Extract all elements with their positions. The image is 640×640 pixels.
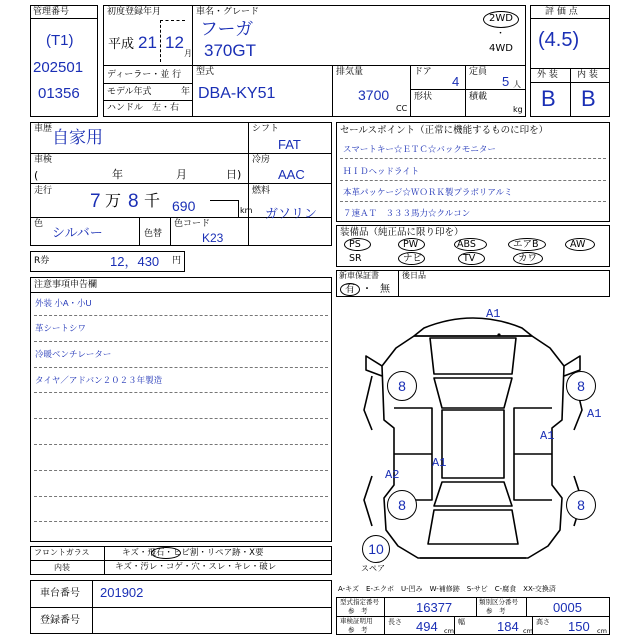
- interior-cond-text: キズ・汚レ・コゲ・穴・スレ・キレ・破レ: [115, 562, 277, 572]
- mileage-label: 走行: [34, 186, 53, 196]
- exterior-grade: B: [541, 86, 556, 111]
- interior-label: 内 装: [577, 70, 598, 80]
- tire-rear-right: 8: [566, 490, 596, 520]
- ac-value: AAC: [278, 167, 305, 182]
- recycle-unit: 円: [172, 256, 182, 266]
- car-name: フーガ: [200, 19, 254, 39]
- interior-grade: B: [581, 86, 596, 111]
- type-designation-label: 型式指定番号: [340, 598, 379, 606]
- usage-value: 自家用: [52, 128, 103, 147]
- note-rule-line: [34, 470, 328, 471]
- shift-value: FAT: [278, 137, 301, 152]
- length-label: 長さ: [388, 618, 402, 626]
- recycle-value: 12，430: [110, 254, 160, 269]
- cc-unit: CC: [396, 104, 408, 113]
- front-glass-text: キズ・飛石・ヒビ割・リペア跡・X要: [122, 548, 264, 558]
- tire-front-left: 8: [387, 371, 417, 401]
- reg-number-label: 登録番号: [40, 615, 80, 626]
- model-year-label: モデル年式: [107, 87, 152, 97]
- equip-ps: PS: [349, 239, 361, 250]
- ac-label: 冷房: [252, 155, 271, 165]
- class-label: 類別区分番号: [479, 598, 518, 606]
- dealer-label: ディーラー・並 行: [107, 70, 182, 80]
- warranty-no: 無: [380, 284, 390, 295]
- chassis-number: 201902: [100, 585, 144, 600]
- note-rule-line: [34, 315, 328, 316]
- equipment-label: 装備品（純正品に限り印を）: [340, 227, 464, 238]
- model-code: DBA-KY51: [198, 85, 276, 102]
- inspection-year: 年: [112, 168, 123, 181]
- width-label: 幅: [458, 618, 465, 626]
- capacity-label: 定員: [469, 67, 488, 77]
- rating-label: 評 価 点: [545, 7, 578, 17]
- km-unit: km: [240, 206, 253, 215]
- equip-aw: AW: [570, 239, 586, 250]
- kg-unit: kg: [513, 105, 523, 114]
- selling-points-label: セールスポイント（正常に機能するものに印を）: [340, 125, 549, 136]
- model-label: 型式: [196, 67, 215, 77]
- load-label: 積載: [469, 92, 488, 102]
- car-name-label: 車名・グレード: [196, 7, 260, 17]
- model-year-unit: 年: [181, 87, 191, 97]
- length-value: 494: [416, 619, 438, 634]
- displacement-label: 排気量: [336, 67, 364, 77]
- mark-left-rear: A2: [385, 468, 400, 482]
- equip-abs: ABS: [457, 239, 476, 250]
- chassis-label: 車台番号: [40, 588, 80, 599]
- shift-label: シフト: [252, 124, 280, 134]
- cert-label: 車検証明用: [340, 617, 373, 625]
- notes-label: 注意事項申告欄: [34, 280, 98, 290]
- mark-left-body: A1: [432, 456, 447, 470]
- first-reg-label: 初度登録年月: [107, 7, 162, 17]
- selling-point-3: 本革パッケージ☆ＷＯＲＫ製プラボリアルミ: [343, 187, 513, 197]
- width-unit: cm: [523, 627, 533, 635]
- mileage-sen-unit: 千: [144, 191, 161, 210]
- height-value: 150: [568, 619, 590, 634]
- color-label: 色: [34, 219, 44, 229]
- color-value: シルバー: [52, 225, 103, 240]
- displacement: 3700: [358, 87, 390, 103]
- reg-month: 12: [165, 33, 184, 52]
- equip-leather: カワ: [518, 253, 538, 264]
- warranty-sep: ・: [362, 284, 372, 295]
- doors: 4: [452, 74, 460, 89]
- capacity: 5: [502, 74, 510, 89]
- front-glass-label: フロントガラス: [34, 548, 90, 557]
- class-number: 0005: [553, 600, 582, 615]
- color-code-label: 色コード: [174, 219, 211, 229]
- note-line-3: 冷暖ベンチレーター: [35, 349, 112, 359]
- note-line-1: 外装 小A・小U: [35, 298, 92, 308]
- mileage-man: 7: [90, 191, 101, 212]
- note-rule-line: [34, 418, 328, 419]
- mgmt-number-label: 管理番号: [33, 7, 70, 17]
- drive-dot: ・: [496, 29, 506, 39]
- inspection-month: 月: [176, 168, 187, 181]
- fuel-value: ガソリン: [265, 206, 318, 221]
- handle-label: ハンドル 左・右: [107, 103, 180, 113]
- mileage-rest: 690: [172, 198, 196, 214]
- warranty-label: 新車保証書: [339, 271, 379, 280]
- recycle-label: R券: [34, 256, 50, 266]
- door-label: ドア: [414, 67, 432, 77]
- height-label: 高さ: [536, 618, 550, 626]
- equip-airbag: エアB: [513, 239, 539, 250]
- type-designation: 16377: [416, 600, 453, 615]
- class-ref: 参 考: [486, 607, 506, 615]
- mark-front: A1: [486, 307, 501, 321]
- equip-pw: PW: [403, 239, 419, 250]
- note-rule-line: [34, 496, 328, 497]
- color-change-label: 色替: [144, 229, 163, 239]
- equip-sr: SR: [349, 253, 362, 264]
- note-line-2: 革シートシワ: [35, 323, 87, 333]
- spare-label: スペア: [361, 564, 385, 573]
- note-rule-line: [34, 444, 328, 445]
- mark-right-side: A1: [587, 407, 602, 421]
- mileage-man-unit: 万: [105, 191, 122, 210]
- era-text: 平成: [108, 37, 135, 52]
- month-unit: 月: [184, 49, 192, 58]
- mgmt-number-line2: 202501: [33, 59, 84, 76]
- selling-point-2: ＨＩＤヘッドライト: [343, 166, 420, 176]
- mgmt-number-line1: (T1): [46, 32, 74, 49]
- usage-label: 車歴: [34, 124, 53, 134]
- warranty-yes: 有: [345, 284, 355, 295]
- grade: 370GT: [204, 41, 256, 60]
- equip-navi: ナビ: [403, 253, 423, 264]
- drive-2wd: 2WD: [489, 13, 513, 24]
- color-code: K23: [202, 231, 224, 245]
- tire-front-right: 8: [566, 371, 596, 401]
- length-unit: cm: [444, 627, 454, 635]
- inspection-day: 日): [226, 168, 242, 181]
- recycle-box: [30, 251, 185, 272]
- selling-point-1: スマートキー☆ＥＴＣ☆バックモニター: [343, 144, 496, 154]
- damage-legend: A-キズ E-エクボ U-凹み W-補修跡 S-サビ C-腐食 XX-交換済: [338, 585, 556, 593]
- note-rule-line: [34, 367, 328, 368]
- exterior-label: 外 装: [537, 70, 558, 80]
- fuel-label: 燃料: [252, 186, 271, 196]
- reg-year: 21: [138, 33, 157, 52]
- interior-cond-label: 内装: [54, 563, 70, 572]
- shape-label: 形状: [414, 92, 433, 102]
- inspection-open: (: [34, 169, 39, 182]
- tire-spare: 10: [362, 535, 390, 563]
- equip-tv: TV: [463, 253, 476, 264]
- postfit-label: 後日品: [402, 271, 426, 280]
- width-value: 184: [497, 619, 519, 634]
- note-line-4: タイヤ／アドバン２０２３年製造: [35, 375, 163, 385]
- selling-point-4: ７速ＡＴ ３３３馬力☆クルコン: [343, 208, 471, 218]
- cert-ref: 参 考: [348, 626, 368, 634]
- drive-4wd: 4WD: [489, 43, 513, 54]
- mark-roof: A1: [540, 429, 555, 443]
- capacity-unit: 人: [513, 80, 521, 89]
- note-rule-line: [34, 392, 328, 393]
- tire-rear-left: 8: [387, 490, 417, 520]
- height-unit: cm: [597, 627, 607, 635]
- mileage-sen: 8: [128, 191, 139, 212]
- rating-value: (4.5): [538, 29, 580, 51]
- notes-box: [30, 277, 332, 542]
- inspection-label: 車検: [34, 155, 53, 165]
- note-rule-line: [34, 341, 328, 342]
- note-rule-line: [34, 521, 328, 522]
- mgmt-number-line3: 01356: [38, 85, 80, 102]
- type-designation-ref: 参 考: [348, 607, 368, 615]
